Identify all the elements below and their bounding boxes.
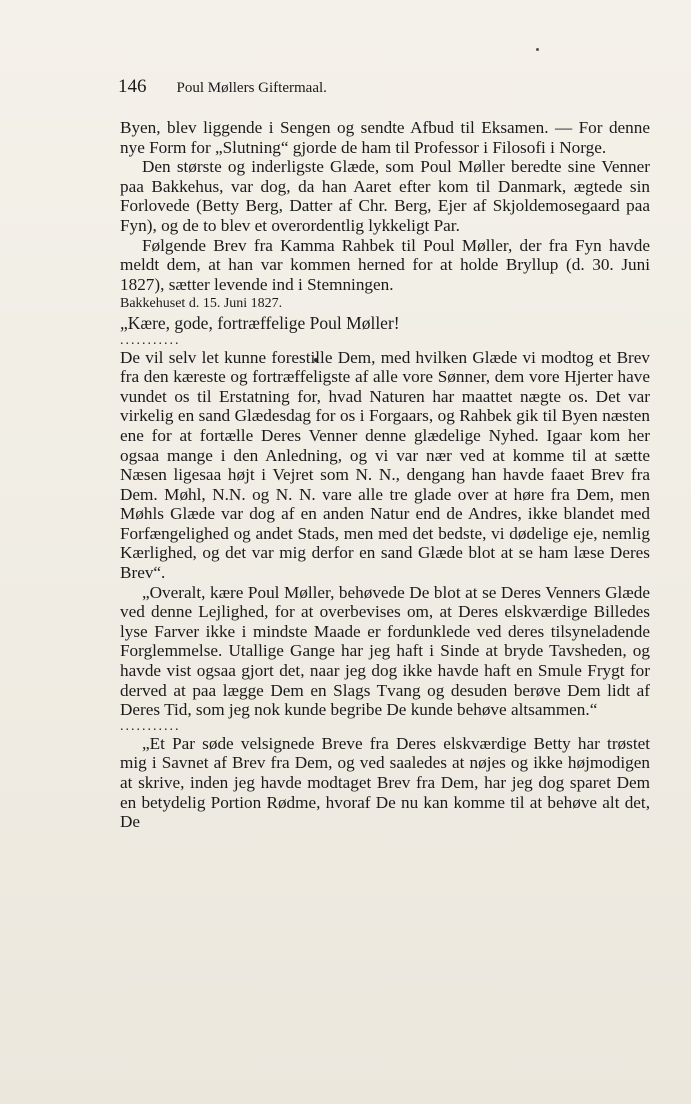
- ellipsis-separator: ...........: [120, 718, 181, 734]
- letter-paragraph: De vil selv let kunne forestille Dem, med hvilken Glæde vi modtog et Brev fra den kæreste og fortræffeligste af alle vore Sønner, dem vore Hjerter have vundet os til Erstatning for, hvad Naturen har maattet nægte os. Det var virkelig en sand Glædesdag for os i Forgaars, og Rahbek gik til Byen næsten ene for at fortælle Deres Venner denne glædelige Nyhed. Igaar kom her ogsaa mange i den Anledning, og vi var nær ved at komme til at sætte Næsen ligesaa højt i Vejret som N. N., dengang han havde faaet Brev fra Dem. Møhl, N.N. og N. N. vare alle tre glade over at høre fra Dem, men Møhls Glæde var dog af en anden Natur end de Andres, ikke blandet med Forfængelighed og andet Stads, men med det bedste, vi dødelige eje, nemlig Kærlighed, og det var mig derfor en sand Glæde blot at se ham læse Deres Brev“.: [120, 347, 650, 583]
- ellipsis-separator: ...........: [120, 332, 181, 348]
- page-number: 146: [118, 76, 147, 97]
- letter-date-line: Bakkehuset d. 15. Juni 1827.: [120, 296, 283, 312]
- letter-paragraph: „Et Par søde velsignede Breve fra Deres elskværdige Betty har trøstet mig i Savnet af Brev fra Dem, og ved saaledes at nøjes og ikke højmodigen at skrive, inden jeg havde modtaget Brev fra Dem, har jeg dog sparet Dem en betydelig Portion Rødme, hvoraf De nu kan komme til at behøve alt det, De: [120, 733, 650, 832]
- paragraph: Den største og inderligste Glæde, som Poul Møller beredte sine Venner paa Bakkehus, var dog, da han Aaret efter kom til Danmark, ægtede sin Forlovede (Betty Berg, Datter af Chr. Berg, Ejer af Skjoldemosegaard paa Fyn), og de to blev et overordentlig lykkeligt Par.: [120, 157, 650, 235]
- print-speck: [536, 48, 539, 51]
- page-body: [120, 118, 650, 832]
- paragraph: Følgende Brev fra Kamma Rahbek til Poul Møller, der fra Fyn havde meldt dem, at han var kommen herned for at holde Bryllup (d. 30. Juni 1827), sætter levende ind i Stemningen.: [120, 235, 650, 294]
- page-header: [118, 76, 588, 102]
- paragraph: Byen, blev liggende i Sengen og sendte Afbud til Eksamen. — For denne nye Form for „Slutning“ gjorde de ham til Professor i Filosofi i Norge.: [120, 118, 650, 157]
- running-title: Poul Møllers Giftermaal.: [176, 80, 327, 96]
- letter-paragraph: „Overalt, kære Poul Møller, behøvede De blot at se Deres Venners Glæde ved denne Lejlighed, for at overbevises om, at Deres elskværdige Billedes lyse Farver ikke i mindste Maade er fordunklede ved deres tilsyneladende Forglemmelse. Utallige Gange har jeg haft i Sinde at bryde Tavsheden, og havde vist ogsaa gjort det, naar jeg dog ikke havde haft en Smule Frygt for derved at paa lægge Dem en Slags Tvang og desuden berøve Dem lidt af Deres Tid, som jeg nok kunde begribe De kunde behøve altsammen.“: [120, 582, 650, 720]
- letter-salutation: „Kære, gode, fortræffelige Poul Møller!: [120, 312, 400, 333]
